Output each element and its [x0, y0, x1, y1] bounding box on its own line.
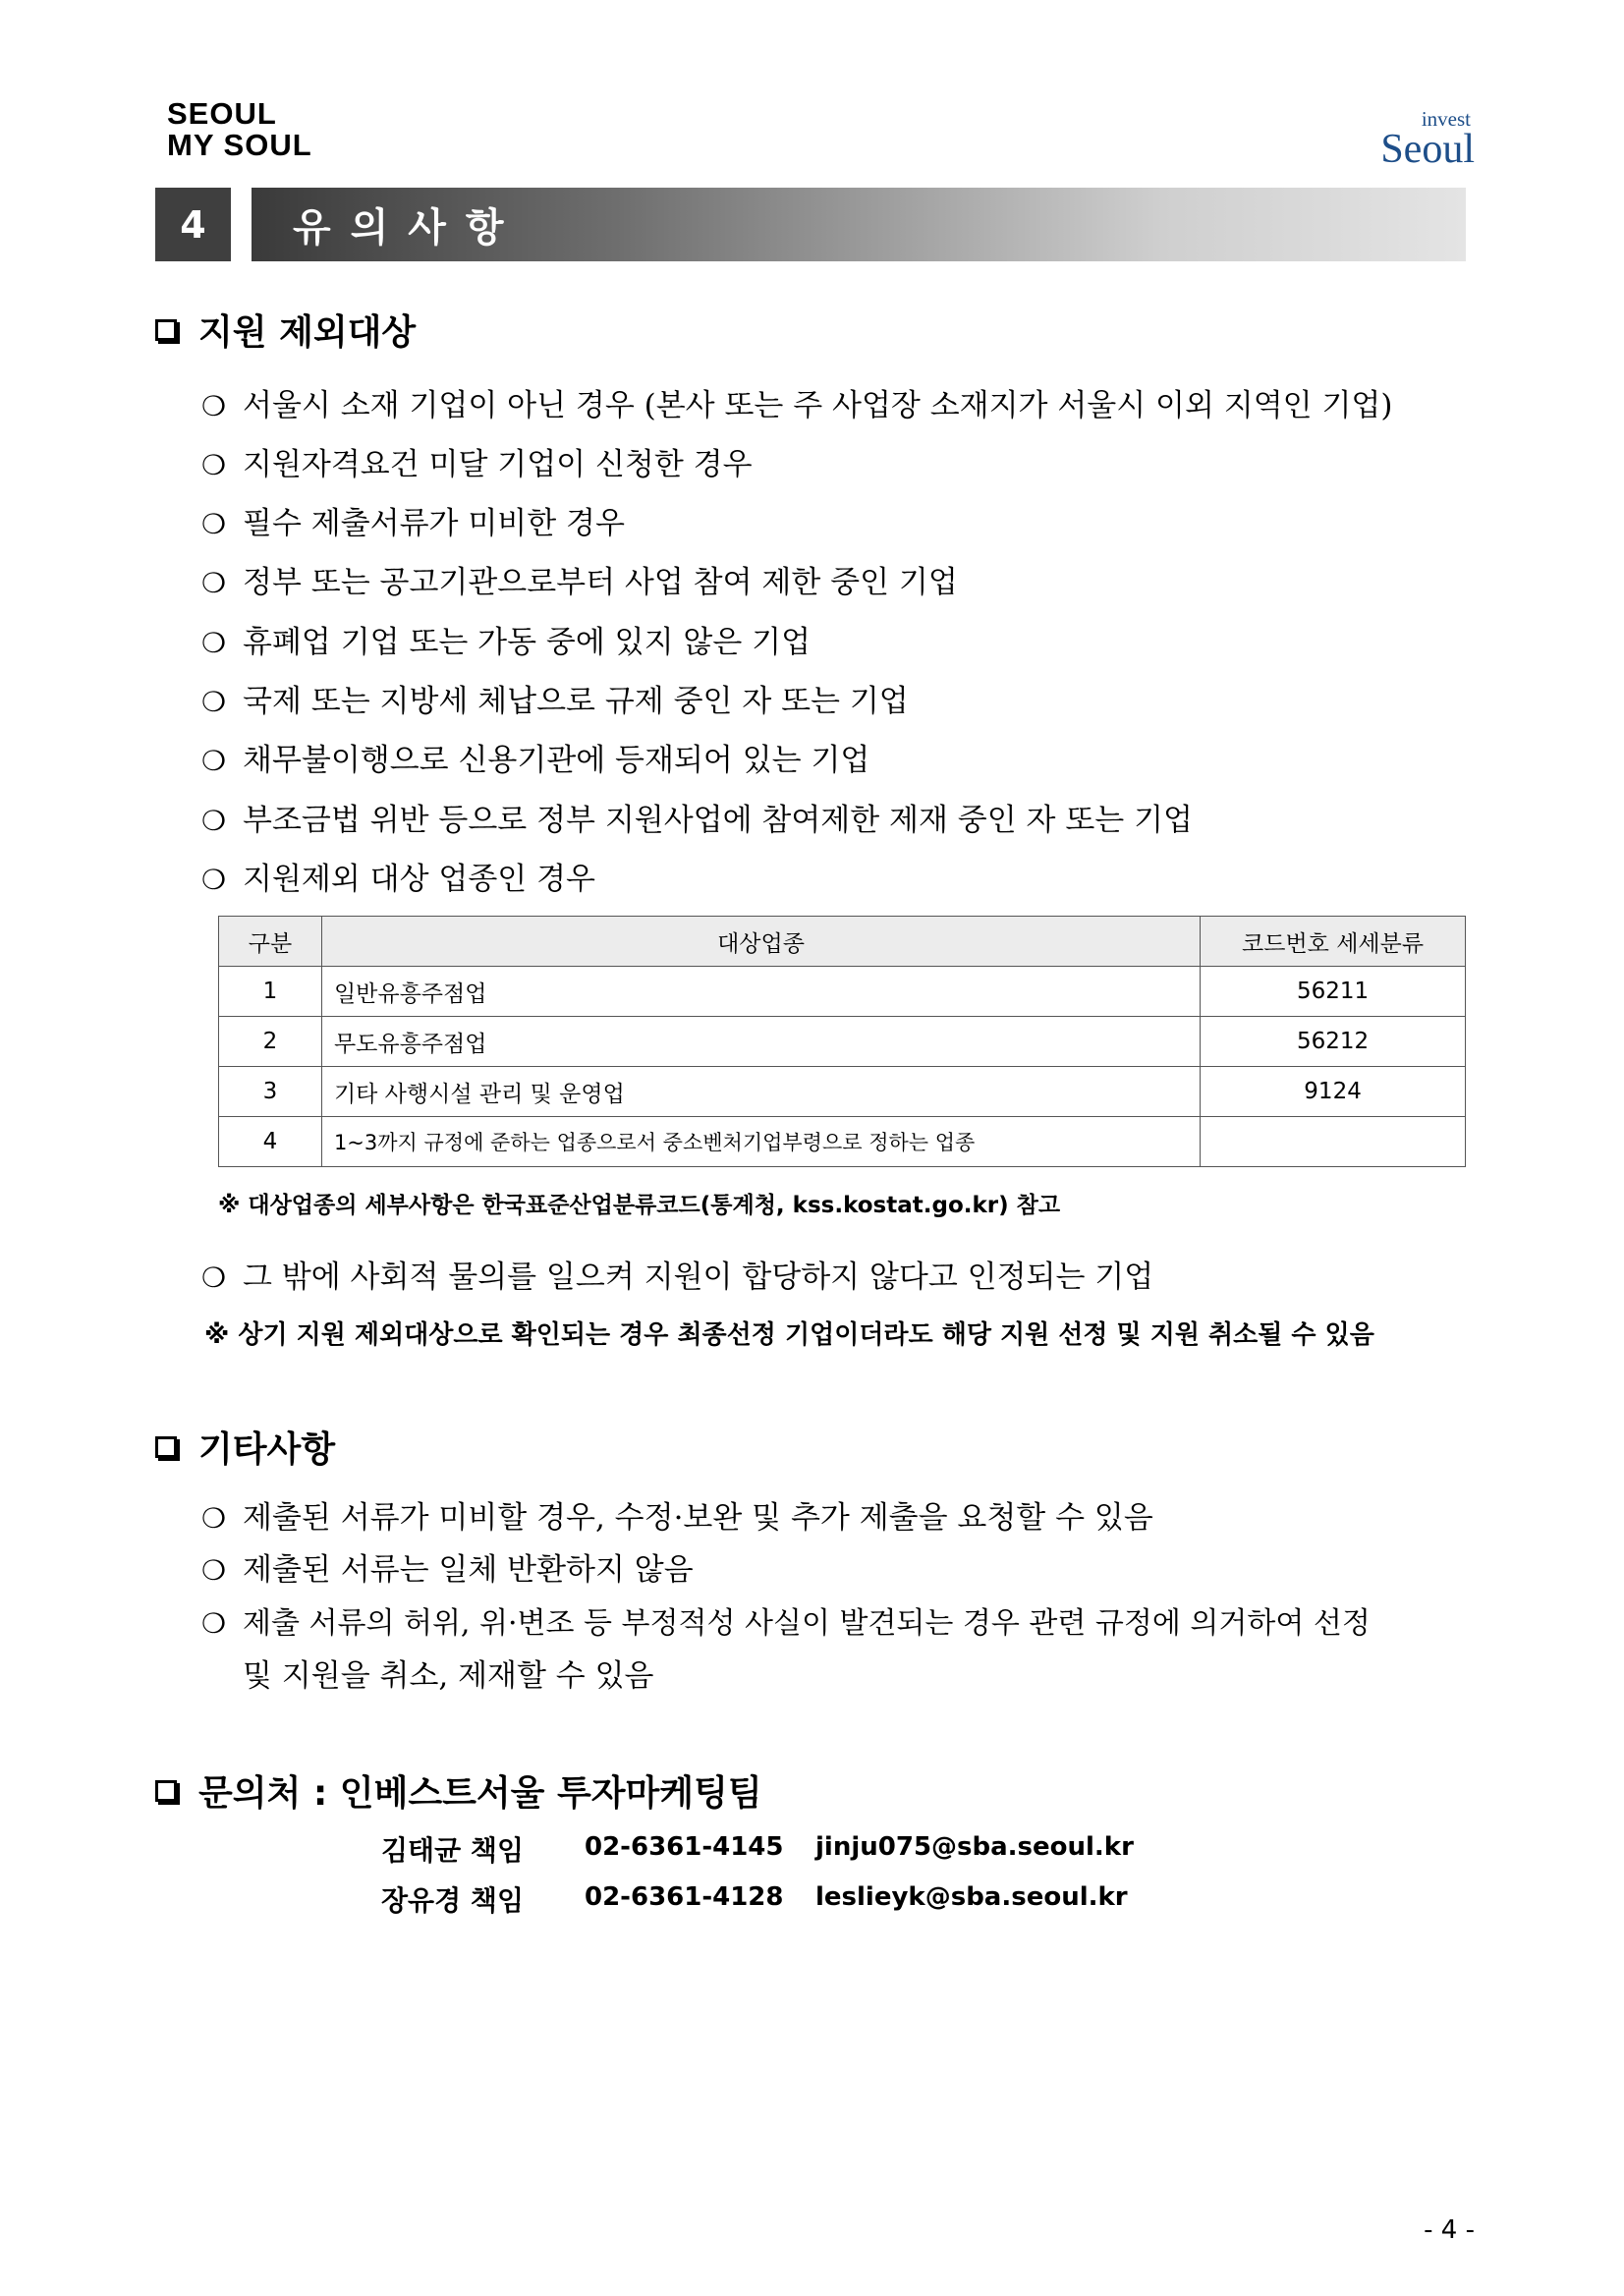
- contact-heading: [155, 1765, 762, 1816]
- list-item-text: 제출된 서류는 일체 반환하지 않음: [243, 1552, 694, 1588]
- list-item: [201, 557, 958, 601]
- bullet-circle-icon: ❍: [201, 686, 227, 718]
- table-cell: 무도유흥주점업: [321, 1017, 1200, 1067]
- list-item: [201, 380, 1392, 424]
- section-header: [155, 188, 1466, 261]
- table-footnote: ※ 대상업종의 세부사항은 한국표준산업분류코드(통계청, kss.kostat.go.kr) 참고: [218, 1193, 1061, 1218]
- logo-invest-text: invest: [1421, 107, 1471, 131]
- table-cell: [1201, 1117, 1466, 1167]
- contact-phone: 02-6361-4145: [585, 1832, 784, 1862]
- list-item: [201, 1252, 1153, 1296]
- page-number: - 4 -: [1424, 2215, 1475, 2245]
- bullet-circle-icon: ❍: [201, 1261, 227, 1294]
- table-cell: 56211: [1201, 967, 1466, 1017]
- bullet-circle-icon: ❍: [201, 567, 227, 599]
- list-item: [201, 439, 753, 483]
- contact-phone: 02-6361-4128: [585, 1882, 784, 1912]
- table-header-row: [219, 917, 1466, 967]
- table-header-cell: 구분: [219, 917, 322, 967]
- bullet-circle-icon: ❍: [201, 508, 227, 540]
- table-cell: 56212: [1201, 1017, 1466, 1067]
- list-item-text: 부조금법 위반 등으로 정부 지원사업에 참여제한 제재 중인 자 또는 기업: [243, 803, 1193, 838]
- section-title: 유의사항: [252, 188, 1466, 261]
- list-item: [201, 1492, 1153, 1537]
- contact-name: 장유경 책임: [381, 1884, 524, 1917]
- checkbox-square-icon: [155, 1436, 177, 1458]
- list-item: [201, 735, 869, 779]
- list-item-text: 국제 또는 지방세 체납으로 규제 중인 자 또는 기업: [243, 684, 909, 719]
- checkbox-square-icon: [155, 1780, 177, 1802]
- table-cell: 9124: [1201, 1067, 1466, 1117]
- contact-email[interactable]: jinju075@sba.seoul.kr: [815, 1832, 1134, 1862]
- table-cell: 1~3까지 규정에 준하는 업종으로서 중소벤처기업부령으로 정하는 업종: [321, 1117, 1200, 1167]
- table-cell: 4: [219, 1117, 322, 1167]
- warning-note: ※ 상기 지원 제외대상으로 확인되는 경우 최종선정 기업이더라도 해당 지원 선정 및 지원 취소될 수 있음: [204, 1320, 1374, 1350]
- contact-heading-text: 문의처 : 인베스트서울 투자마케팅팀: [198, 1773, 762, 1814]
- bullet-circle-icon: ❍: [201, 1502, 227, 1535]
- list-item-text: 지원제외 대상 업종인 경우: [243, 862, 595, 897]
- list-item: [201, 676, 909, 720]
- logo-line-1: SEOUL: [167, 96, 277, 131]
- list-item: [201, 1544, 694, 1589]
- bullet-circle-icon: ❍: [201, 1554, 227, 1587]
- list-item-text: 제출 서류의 허위, 위·변조 등 부정적성 사실이 발견되는 경우 관련 규정에 의거하여 선정: [243, 1606, 1371, 1641]
- list-item-text: 지원자격요건 미달 기업이 신청한 경우: [243, 447, 753, 482]
- table-row: [219, 1067, 1466, 1117]
- table-row: [219, 967, 1466, 1017]
- exclusions-heading-text: 지원 제외대상: [198, 312, 417, 353]
- list-item-text: 필수 제출서류가 미비한 경우: [243, 506, 625, 541]
- bullet-circle-icon: ❍: [201, 390, 227, 422]
- table-cell: 일반유흥주점업: [321, 967, 1200, 1017]
- list-item: [201, 1598, 1371, 1642]
- logo-line-2: MY SOUL: [167, 128, 312, 162]
- bullet-circle-icon: ❍: [201, 745, 227, 777]
- checkbox-square-icon: [155, 319, 177, 341]
- table-cell: 3: [219, 1067, 322, 1117]
- table-header-cell: 코드번호 세세분류: [1201, 917, 1466, 967]
- table-cell: 2: [219, 1017, 322, 1067]
- list-item-continuation: 및 지원을 취소, 제재할 수 있음: [243, 1658, 654, 1694]
- logo-seoul-text: Seoul: [1380, 127, 1475, 172]
- list-item: [201, 795, 1193, 839]
- bullet-circle-icon: ❍: [201, 805, 227, 837]
- other-heading-text: 기타사항: [198, 1429, 336, 1470]
- seoul-my-soul-logo: [167, 96, 312, 162]
- bullet-circle-icon: ❍: [201, 627, 227, 659]
- list-item-text: 그 밖에 사회적 물의를 일으켜 지원이 합당하지 않다고 인정되는 기업: [243, 1260, 1154, 1295]
- table-row: [219, 1017, 1466, 1067]
- list-item: [201, 498, 625, 542]
- contact-name: 김태균 책임: [381, 1834, 524, 1867]
- list-item: [201, 854, 595, 898]
- invest-seoul-logo: [1380, 107, 1475, 172]
- table-cell: 기타 사행시설 관리 및 운영업: [321, 1067, 1200, 1117]
- other-heading: [155, 1422, 335, 1472]
- list-item-text: 정부 또는 공고기관으로부터 사업 참여 제한 중인 기업: [243, 565, 958, 600]
- excluded-industries-table: [218, 916, 1466, 1167]
- bullet-circle-icon: ❍: [201, 864, 227, 896]
- list-item-text: 휴폐업 기업 또는 가동 중에 있지 않은 기업: [243, 625, 812, 660]
- table-row: [219, 1117, 1466, 1167]
- table-header-cell: 대상업종: [321, 917, 1200, 967]
- list-item-text: 제출된 서류가 미비할 경우, 수정·보완 및 추가 제출을 요청할 수 있음: [243, 1500, 1153, 1536]
- bullet-circle-icon: ❍: [201, 449, 227, 481]
- bullet-circle-icon: ❍: [201, 1607, 227, 1640]
- exclusions-heading: [155, 305, 416, 355]
- section-number: 4: [155, 188, 231, 261]
- list-item-text: 채무불이행으로 신용기관에 등재되어 있는 기업: [243, 743, 870, 778]
- contact-email[interactable]: leslieyk@sba.seoul.kr: [815, 1882, 1128, 1912]
- list-item-text: 서울시 소재 기업이 아닌 경우 (본사 또는 주 사업장 소재지가 서울시 이외 지역인 기업): [243, 388, 1393, 423]
- table-cell: 1: [219, 967, 322, 1017]
- list-item: [201, 617, 811, 661]
